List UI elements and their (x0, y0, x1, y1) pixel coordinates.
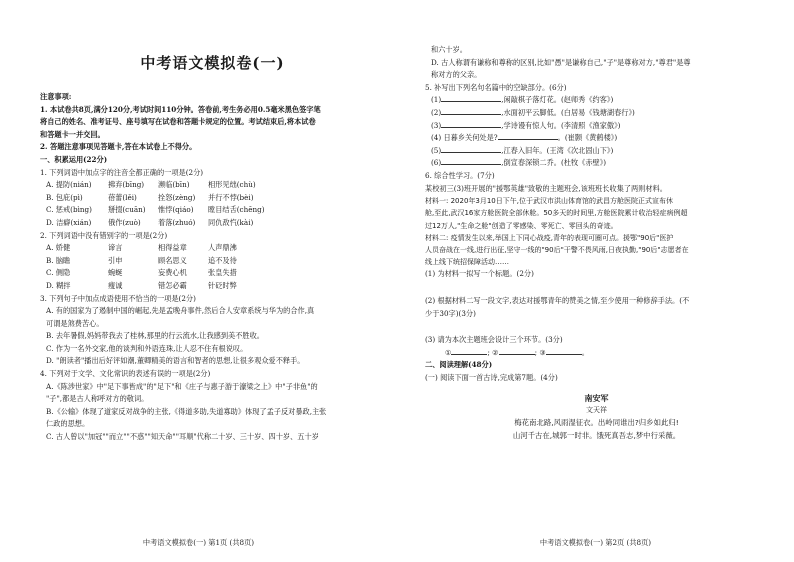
q4-option: C. 古人曾以"加冠""而立""不惑""知天命""耳顺"代称二十岁、三十岁、四十岁、五十岁 (46, 432, 319, 442)
q3-option: D. "朗读者"播出后好评如潮,董卿精美的语言和智者的思想,让很多观众爱不释手。 (46, 356, 305, 366)
q1-option-row (40, 217, 385, 230)
q2-option-row (40, 267, 385, 280)
q4-option: 仁政的思想。 (46, 419, 90, 429)
q5-item: (4) 日暮乡关何处是? 。(崔颢《黄鹤楼》) (431, 133, 618, 143)
blank-line[interactable] (441, 145, 501, 153)
option: 谛言 (108, 243, 123, 253)
option: 掰掇(cuān) (108, 205, 146, 215)
option: 顾名思义 (158, 255, 187, 265)
option: 拂弃(bīng) (108, 180, 145, 190)
option: 并行不悖(bèi) (208, 192, 254, 202)
q3-option: B. 去年暑假,妈妈带我去了桂林,那里的行云流水,让我感到美不胜收。 (46, 331, 264, 341)
material-2: 材料二: 疫情发生以来,举国上下同心战疫,青年的表现可圈可点。援鄂"90后"医护 (425, 233, 674, 242)
notice-line: 1. 本试卷共8页,满分120分,考试时间110分钟。答卷前,考生务必用0.5毫米黑色签字笔 (40, 104, 321, 114)
blank-line[interactable] (441, 120, 501, 128)
material-2: 人员奋战在一线,进行出征,坚守一线的"90后"干警不畏风雨,日夜执勤,"90后"志愿者在 (425, 245, 689, 254)
option: 瞠目结舌(chēng) (208, 205, 265, 215)
section-heading: 一、积累运用(22分) (40, 154, 108, 164)
question-6: 6. 综合性学习。(7分) (425, 170, 495, 180)
q2-option-row (40, 242, 385, 255)
page-2 (397, 0, 794, 562)
option: 同仇敌忾(kài) (208, 217, 254, 227)
q5-item: (6) ,倒宣春深锁二乔。(杜牧《赤壁》) (431, 158, 607, 168)
option: 拴怒(zèng) (158, 192, 196, 202)
q6-sub-2: 少于30字)(3分) (425, 308, 476, 318)
blank-line[interactable] (441, 107, 501, 115)
option: B. 包庇(pì) (46, 192, 83, 202)
q1-option-row (40, 192, 385, 205)
q3-option: A. 有的国家为了遏制中国的崛起,先是孟晚舟事件,然后合人安章系统与华为的合作,真 (46, 306, 315, 316)
q4-continuation: 和六十岁。 (431, 45, 467, 54)
page-footer: 中考语文模拟卷(一) 第1页 (共8页) (142, 538, 255, 547)
page-footer: 中考语文模拟卷(一) 第2页 (共8页) (539, 538, 652, 547)
q4-option: "子",都是古人称呼对方的敬词。 (46, 394, 149, 404)
q2-option-row (40, 280, 385, 293)
notice-line: 将自己的姓名、准考证号、座号填写在试卷和答题卡规定的位置。考试结束后,将本试卷 (40, 117, 316, 127)
material-1: 舱,至此,武汉16家方舱医院全部休舱。50多天的时间里,方舱医院累计收治轻症病例超 (425, 209, 688, 218)
option: C. 惩戒(bìng) (46, 205, 92, 215)
option: C. 侧隐 (46, 268, 71, 278)
option: 张皇失措 (208, 268, 237, 278)
option: 相形见绌(chù) (208, 180, 256, 190)
option: 追不及待 (208, 255, 237, 265)
q5-item: (5) ,江春入旧年。(王湾《次北固山下》) (431, 145, 614, 155)
option: 着落(zhuó) (158, 217, 196, 227)
q2-option-row (40, 255, 385, 268)
q1-option-row (40, 204, 385, 217)
exam-title: 中考语文模拟卷(一) (140, 54, 285, 72)
q6-sub-3-blanks: ① ; ② ; ③ 。 (445, 347, 589, 357)
q5-item: (1) ,闲敲棋子落灯花。(赵师秀《约客》) (431, 95, 614, 105)
blank-line[interactable] (498, 132, 558, 140)
option: 错怎必霸 (158, 280, 187, 290)
option: 濒临(bīn) (158, 180, 190, 190)
option: 蓓蕾(lěi) (108, 192, 137, 202)
blank-line[interactable] (499, 347, 535, 355)
option: 妄费心机 (158, 268, 187, 278)
notice-line: 2. 答题注意事项见答题卡,答在本试卷上不得分。 (40, 142, 197, 152)
q6-sub-3: (3) 请为本次主题班会设计三个环节。(3分) (425, 335, 563, 345)
option: A. 提防(nián) (46, 180, 92, 190)
poem-line: 山河千古在,城郭一时非。饿死真吾志,梦中行采薇。 (512, 430, 681, 440)
option: 瘦诚 (108, 280, 123, 290)
q6-sub-1: (1) 为材料一拟写一个标题。(2分) (425, 269, 534, 279)
blank-line[interactable] (441, 157, 501, 165)
option: D. 洁癖(xián) (46, 217, 92, 227)
option: 人声鼎沸 (208, 243, 237, 253)
question-1: 1. 下列词语中加点字的注音全都正确的一项是(2分) (40, 167, 204, 177)
blank-line[interactable] (451, 347, 487, 355)
option: 引申 (108, 255, 123, 265)
question-2: 2. 下列词语中没有错别字的一项是(2分) (40, 230, 168, 240)
option: 惟悖(qiáo) (158, 205, 194, 215)
option: A. 娇健 (46, 243, 71, 253)
q5-item: (3) ,学诗谩有惊人句。(李清照《渔家傲》) (431, 120, 621, 130)
section-heading: 二、阅读理解(48分) (425, 360, 493, 370)
poem-author: 文天祥 (586, 405, 607, 414)
question-4: 4. 下列对于文学、文化常识的表述有误的一项是(2分) (40, 369, 211, 379)
blank-line[interactable] (546, 347, 582, 355)
option: B. 脑瞻 (46, 255, 71, 265)
q4-continuation: 称对方的父亲。 (431, 70, 482, 80)
q6-intro: 某校初三(3)班开展的"援鄂英雄"致敬的主题班会,该班班长收集了两则材料。 (425, 183, 667, 193)
material-1: 过12万人,"生命之舱"创造了零感染、零死亡、零回头的奇迹。 (425, 221, 618, 230)
q5-item: (2) ,水面初平云脚低。(白居易《钱塘湖春行》) (431, 107, 635, 117)
question-3: 3. 下列句子中加点成语使用不恰当的一项是(2分) (40, 293, 196, 303)
poem-title: 南安军 (584, 392, 609, 403)
q3-option: 可谓是煞费苦心。 (46, 318, 104, 328)
option: 蜿蜒 (108, 268, 123, 278)
notice-line: 和答题卡一并交回。 (40, 129, 105, 139)
option: D. 糊拌 (46, 280, 71, 290)
q4-option: A.《陈涉世家》中"足下事皆成"的"足下"和《庄子与惠子游于濠梁之上》中"子非鱼"的 (46, 381, 318, 391)
blank-line[interactable] (441, 94, 501, 102)
option: 相得益章 (158, 243, 187, 253)
q4-option: B.《公输》体现了道家反对战争的主张,《得道多助,失道寡助》体现了孟子反对暴政,主张 (46, 406, 327, 416)
q3-option: C. 作为一名外交家,他的谈判和外语连珠,让人忍不住有根说叹。 (46, 343, 248, 353)
option: 针砭时弊 (208, 280, 237, 290)
q6-sub-2: (2) 根据材料二写一段文字,表达对援鄂青年的赞美之情,至少使用一种修辞手法。(不 (425, 295, 690, 305)
q1-option-row (40, 179, 385, 192)
notice-heading: 注意事项: (40, 92, 72, 101)
material-1: 材料一: 2020年3月10日下午,位于武汉市洪山体育馆的武昌方舱医院正式宣布休 (425, 197, 673, 206)
question-5: 5. 补写出下列名句名篇中的空缺部分。(6分) (425, 82, 567, 92)
q4-continuation: D. 古人称谓有谦称和尊称的区别,比如"愚"是谦称自己,"子"是尊称对方,"尊君"是尊 (431, 57, 691, 67)
option: 俄作(zuò) (108, 217, 141, 227)
section-subheading: (一) 阅读下面一首古诗,完成第7题。(4分) (425, 372, 558, 382)
poem-line: 梅花南北路,风雨湿征衣。出岭同谁出?归乡如此归! (514, 417, 679, 427)
material-2: 线上线下统招保障活动…… (425, 258, 509, 267)
